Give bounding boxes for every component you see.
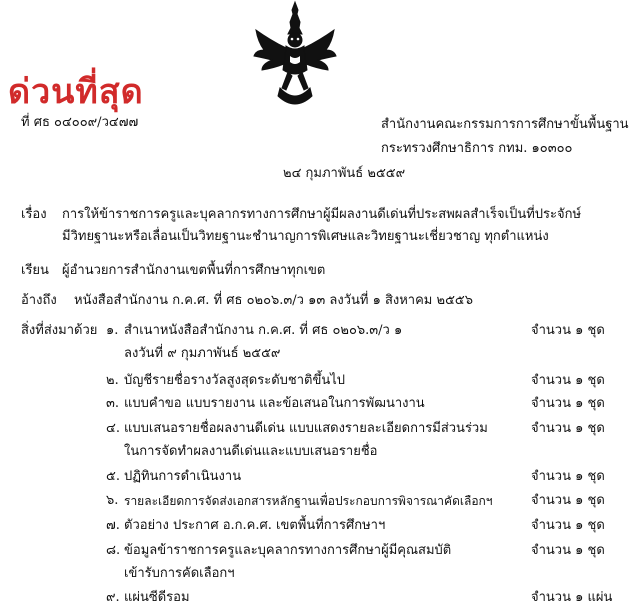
enclosure-number: ๑. [106,323,119,338]
enclosure-title-cont: ในการจัดทำผลงานดีเด่นและแบบเสนอรายชื่อ [124,444,378,459]
enclosure-quantity: จำนวน ๑ ชุด [531,373,605,388]
urgent-stamp: ด่วนที่สุด [8,72,144,112]
enclosure-title-cont: ลงวันที่ ๙ กุมภาพันธ์ ๒๕๕๙ [124,346,281,361]
enclosure-title: สำเนาหนังสือสำนักงาน ก.ค.ศ. ที่ ศธ ๐๒๐๖.๓/ว ๑ [124,323,403,338]
enclosure-number: ๙. [106,590,120,605]
enclosure-number: ๘. [106,543,121,558]
recipient-label: เรียน [21,263,49,278]
subject-line-2: มีวิทยฐานะหรือเลื่อนเป็นวิทยฐานะชำนาญการพิเศษและวิทยฐานะเชี่ยวชาญ ทุกตำแหน่ง [62,229,549,244]
enclosure-quantity: จำนวน ๑ ชุด [531,323,605,338]
enclosure-quantity: จำนวน ๑ ชุด [531,518,605,533]
reference-value: หนังสือสำนักงาน ก.ค.ศ. ที่ ศธ ๐๒๐๖.๓/ว ๑๓ ลงวันที่ ๑ สิงหาคม ๒๕๕๖ [74,293,474,308]
enclosure-number: ๗. [106,518,120,533]
enclosure-quantity: จำนวน ๑ ชุด [531,543,605,558]
garuda-emblem-icon [250,0,340,112]
enclosure-title: แบบเสนอรายชื่อผลงานดีเด่น แบบแสดงรายละเอียดการมีส่วนร่วม [124,421,488,436]
enclosure-quantity: จำนวน ๑ ชุด [531,493,605,508]
enclosure-number: ๕. [106,469,120,484]
enclosure-number: ๖. [106,493,119,508]
enclosure-quantity: จำนวน ๑ ชุด [531,396,605,411]
enclosure-quantity: จำนวน ๑ แผ่น [531,590,613,605]
agency-address: กระทรวงศึกษาธิการ กทม. ๑๐๓๐๐ [381,141,573,156]
enclosure-title: แบบคำขอ แบบรายงาน และข้อเสนอในการพัฒนางาน [124,396,425,411]
enclosure-number: ๒. [106,373,119,388]
enclosure-title: ข้อมูลข้าราชการครูและบุคลากรทางการศึกษาผู้มีคุณสมบัติ [124,543,452,558]
agency-name: สำนักงานคณะกรรมการการศึกษาขั้นพื้นฐาน [381,117,629,132]
enclosure-title: แผ่นซีดีรอม [124,590,190,605]
document-number: ที่ ศธ ๐๔๐๐๙/ว๔๗๗ [21,115,139,130]
reference-label: อ้างถึง [21,293,57,308]
subject-label: เรื่อง [21,207,47,222]
enclosures-label: สิ่งที่ส่งมาด้วย [21,323,98,338]
enclosure-quantity: จำนวน ๑ ชุด [531,421,605,436]
subject-line-1: การให้ข้าราชการครูและบุคลากรทางการศึกษาผู้มีผลงานดีเด่นที่ประสพผลสำเร็จเป็นที่ประจักษ์ [62,207,582,222]
recipient-value: ผู้อำนวยการสำนักงานเขตพื้นที่การศึกษาทุกเขต [62,263,326,278]
enclosure-title: ตัวอย่าง ประกาศ อ.ก.ค.ศ. เขตพื้นที่การศึกษาฯ [124,518,386,533]
enclosure-title: ปฏิทินการดำเนินงาน [124,469,242,484]
enclosure-number: ๔. [106,421,120,436]
document-date: ๒๔ กุมภาพันธ์ ๒๕๕๙ [283,166,406,181]
enclosure-title-cont: เข้ารับการคัดเลือกฯ [124,566,235,581]
enclosure-title: บัญชีรายชื่อรางวัลสูงสุดระดับชาติขึ้นไป [124,373,346,388]
enclosure-number: ๓. [106,396,120,411]
enclosure-quantity: จำนวน ๑ ชุด [531,469,605,484]
enclosure-title: รายละเอียดการจัดส่งเอกสารหลักฐานเพื่อประกอบการพิจารณาคัดเลือกฯ [124,494,493,508]
